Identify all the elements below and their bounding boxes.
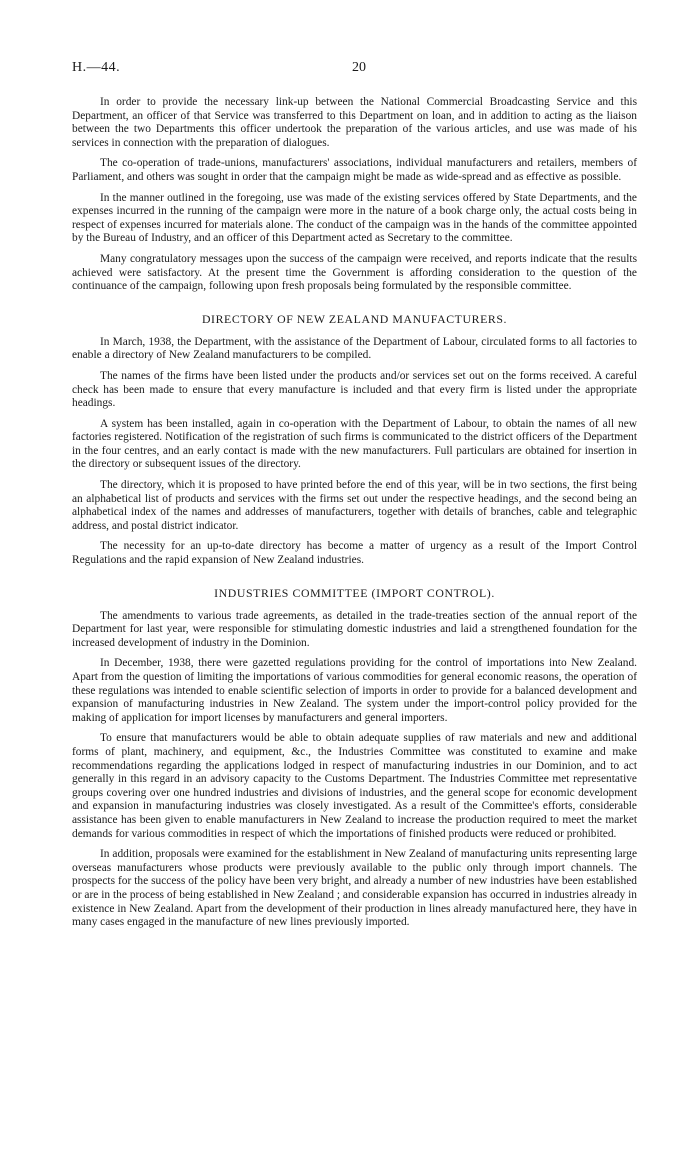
paragraph: The amendments to various trade agreements, as detailed in the trade-treaties section of the annual report of the Department for last year, were responsible for stimulating domestic industries and laid a strengthened foundation for the increased development of industry in the Dominion. <box>72 609 637 649</box>
paragraph: Many congratulatory messages upon the success of the campaign were received, and reports indicate that the results achieved were satisfactory. At the present time the Government is affording consideration to the question of the continuance of the campaign, following upon fresh proposals being formulated by the responsible committee. <box>72 252 637 293</box>
section-heading: DIRECTORY OF NEW ZEALAND MANUFACTURERS. <box>201 311 508 326</box>
directory-section <box>72 312 637 568</box>
page-number: 20 <box>352 60 366 75</box>
page-header <box>72 60 637 86</box>
paragraph: A system has been installed, again in co-operation with the Department of Labour, to obtain the names of all new factories registered. Notification of the registration of such firms is communicated to the district officers of the Department in the four centres, and an early contact is made with the new manufacturers. Full particulars are obtained for insertion in the directory or subsequent issues of the directory. <box>72 417 637 471</box>
paragraph: The co-operation of trade-unions, manufacturers' associations, individual manufacturers and retailers, members of Parliament, and others was sought in order that the campaign might be made as wide-spread and as effective as possible. <box>72 157 637 183</box>
paragraph: The names of the firms have been listed under the products and/or services set out on the forms received. A careful check has been made to ensure that every manufacture is included and that every firm is listed under the appropriate headings. <box>72 369 637 410</box>
paragraph: In the manner outlined in the foregoing, use was made of the existing services offered by State Departments, and the expenses incurred in the running of the campaign were more in the nature of a book charge only, the actual costs being in respect of expenses incurred for materials alone. The conduct of the campaign was in the hands of the committee appointed by the Bureau of Industry, and an officer of this Department acted as Secretary to the committee. <box>72 191 637 245</box>
paragraph: In March, 1938, the Department, with the assistance of the Department of Labour, circulated forms to all factories to enable a directory of New Zealand manufacturers to be compiled. <box>72 335 637 362</box>
paragraph: In December, 1938, there were gazetted regulations providing for the control of importations into New Zealand. Apart from the question of limiting the importations of various commodities for general economic reasons, the operation of these regulations was intended to enable scientific selection of imports in order to provide for a balanced development and expansion of manufacturing industries in New Zealand. The system under the import-control policy provided for the making of application for import licenses by manufacturers and general importers. <box>72 657 637 724</box>
paragraph: The directory, which it is proposed to have printed before the end of this year, will be in two sections, the first being an alphabetical list of products and services with the firms set out under the respective headings, and the second being an alphabetical index of the names and addresses of manufacturers, together with details of branches, cable and telegraphic address, and postal district indicator. <box>72 479 637 532</box>
industries-section <box>72 586 637 930</box>
paragraph: The necessity for an up-to-date directory has become a matter of urgency as a result of the Import Control Regulations and the rapid expansion of New Zealand industries. <box>72 540 637 567</box>
paragraph: In order to provide the necessary link-up between the National Commercial Broadcasting Service and this Department, an officer of that Service was transferred to this Department on loan, and in addition to acting as the liaison between the two Departments this officer undertook the preparation of the various articles, and use was made of his services in connection with the preparation of dialogues. <box>72 96 637 149</box>
document-reference: H.—44. <box>72 60 121 75</box>
paragraph: To ensure that manufacturers would be able to obtain adequate supplies of raw materials and new and additional forms of plant, machinery, and equipment, &c., the Industries Committee was constituted to examine and make recommendations regarding the applications lodged in respect of manufacturing industries in our Dominion, and to act generally in this regard in an advisory capacity to the Customs Department. The Industries Committee met representative groups covering over one hundred industries and divisions of industries, and the general scope for economic development and expansion in manufacturing industries was closely investigated. As a result of the Committee's efforts, considerable assistance has been given to enable manufacturers in New Zealand to increase the production required to meet the market demands for various commodities in respect of which the importations of finished products were reduced or prohibited. <box>72 732 637 840</box>
section-heading: INDUSTRIES COMMITTEE (IMPORT CONTROL). <box>214 585 495 600</box>
intro-section <box>72 96 637 294</box>
paragraph: In addition, proposals were examined for the establishment in New Zealand of manufacturing units representing large overseas manufacturers whose products were previously available to the public only through import channels. The prospects for the success of the policy have been very bright, and already a number of new industries have been established or are in the process of being established in New Zealand ; and considerable expansion has occurred in industries already in existence in New Zealand. Apart from the development of their production in lines already manufactured here, they have in many cases engaged in the manufacture of new lines previously imported. <box>72 848 637 929</box>
